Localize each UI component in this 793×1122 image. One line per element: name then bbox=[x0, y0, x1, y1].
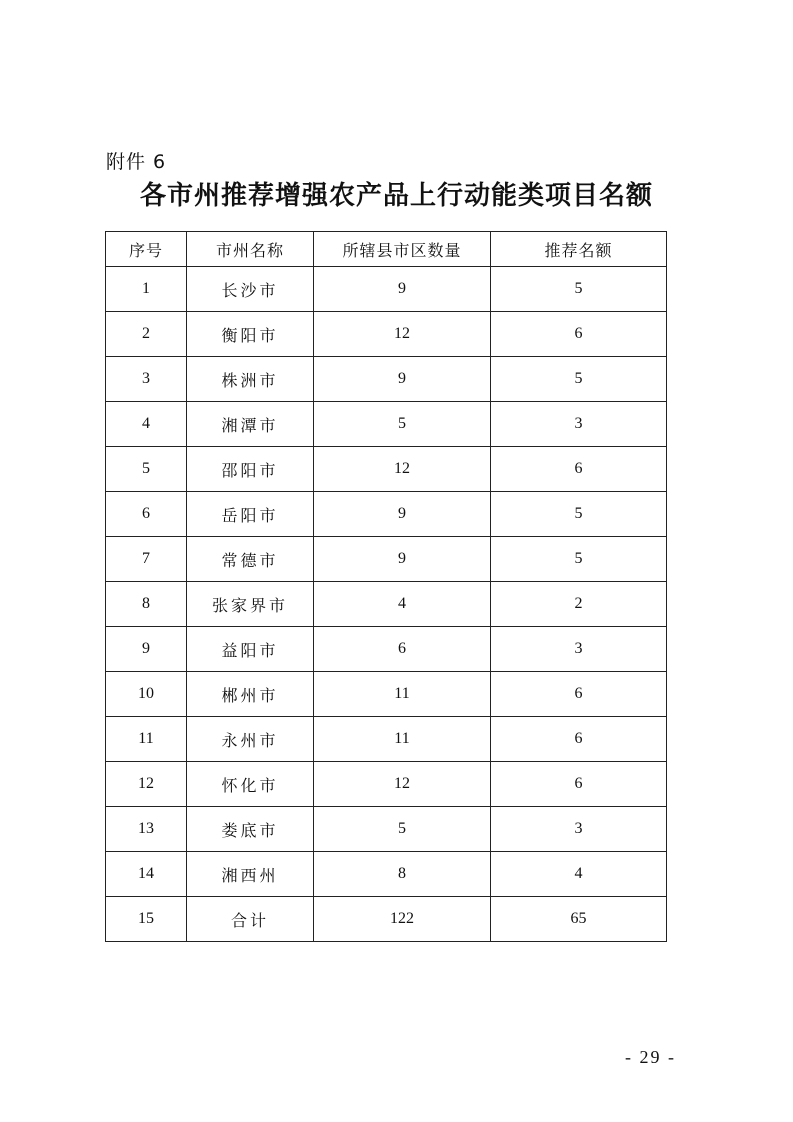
cell-county-count: 9 bbox=[314, 537, 491, 582]
table-row bbox=[106, 807, 667, 852]
table-row bbox=[106, 582, 667, 627]
cell-city: 株洲市 bbox=[187, 357, 314, 402]
cell-recommended-quota: 6 bbox=[491, 447, 667, 492]
header-recommended-quota: 推荐名额 bbox=[491, 232, 667, 267]
cell-city: 张家界市 bbox=[187, 582, 314, 627]
cell-serial: 15 bbox=[106, 897, 187, 942]
cell-city: 长沙市 bbox=[187, 267, 314, 312]
cell-city: 衡阳市 bbox=[187, 312, 314, 357]
cell-city: 常德市 bbox=[187, 537, 314, 582]
table-row bbox=[106, 852, 667, 897]
cell-serial: 8 bbox=[106, 582, 187, 627]
cell-recommended-quota: 6 bbox=[491, 312, 667, 357]
table-body bbox=[106, 267, 667, 942]
cell-county-count: 9 bbox=[314, 267, 491, 312]
cell-serial: 3 bbox=[106, 357, 187, 402]
cell-serial: 4 bbox=[106, 402, 187, 447]
table-row bbox=[106, 447, 667, 492]
cell-recommended-quota: 5 bbox=[491, 267, 667, 312]
quota-table bbox=[105, 231, 667, 942]
table-row bbox=[106, 627, 667, 672]
cell-county-count: 12 bbox=[314, 447, 491, 492]
cell-recommended-quota: 3 bbox=[491, 807, 667, 852]
table-row bbox=[106, 492, 667, 537]
table-row bbox=[106, 537, 667, 582]
header-city: 市州名称 bbox=[187, 232, 314, 267]
cell-county-count: 9 bbox=[314, 492, 491, 537]
cell-city: 岳阳市 bbox=[187, 492, 314, 537]
cell-serial: 6 bbox=[106, 492, 187, 537]
table-row bbox=[106, 762, 667, 807]
table-header-row bbox=[106, 232, 667, 267]
cell-county-count: 12 bbox=[314, 762, 491, 807]
cell-county-count: 6 bbox=[314, 627, 491, 672]
cell-city: 湘潭市 bbox=[187, 402, 314, 447]
cell-city: 永州市 bbox=[187, 717, 314, 762]
cell-serial: 9 bbox=[106, 627, 187, 672]
cell-city: 郴州市 bbox=[187, 672, 314, 717]
table-row bbox=[106, 672, 667, 717]
cell-recommended-quota: 65 bbox=[491, 897, 667, 942]
cell-county-count: 122 bbox=[314, 897, 491, 942]
cell-city: 合计 bbox=[187, 897, 314, 942]
header-county-count: 所辖县市区数量 bbox=[314, 232, 491, 267]
cell-serial: 1 bbox=[106, 267, 187, 312]
cell-serial: 5 bbox=[106, 447, 187, 492]
cell-county-count: 11 bbox=[314, 717, 491, 762]
table-row bbox=[106, 312, 667, 357]
page-number: - 29 - bbox=[625, 1047, 676, 1067]
cell-recommended-quota: 6 bbox=[491, 762, 667, 807]
cell-county-count: 4 bbox=[314, 582, 491, 627]
cell-recommended-quota: 5 bbox=[491, 357, 667, 402]
cell-recommended-quota: 2 bbox=[491, 582, 667, 627]
cell-city: 湘西州 bbox=[187, 852, 314, 897]
attachment-label: 附件 6 bbox=[106, 151, 167, 173]
cell-recommended-quota: 6 bbox=[491, 717, 667, 762]
cell-recommended-quota: 5 bbox=[491, 537, 667, 582]
cell-serial: 10 bbox=[106, 672, 187, 717]
cell-county-count: 11 bbox=[314, 672, 491, 717]
cell-recommended-quota: 3 bbox=[491, 627, 667, 672]
cell-county-count: 9 bbox=[314, 357, 491, 402]
header-serial: 序号 bbox=[106, 232, 187, 267]
cell-serial: 11 bbox=[106, 717, 187, 762]
cell-serial: 2 bbox=[106, 312, 187, 357]
cell-county-count: 5 bbox=[314, 807, 491, 852]
cell-city: 邵阳市 bbox=[187, 447, 314, 492]
document-title: 各市州推荐增强农产品上行动能类项目名额 bbox=[139, 181, 653, 211]
cell-county-count: 12 bbox=[314, 312, 491, 357]
cell-serial: 14 bbox=[106, 852, 187, 897]
table-row bbox=[106, 267, 667, 312]
table-row bbox=[106, 897, 667, 942]
cell-recommended-quota: 5 bbox=[491, 492, 667, 537]
cell-serial: 7 bbox=[106, 537, 187, 582]
table-row bbox=[106, 402, 667, 447]
cell-recommended-quota: 3 bbox=[491, 402, 667, 447]
cell-county-count: 8 bbox=[314, 852, 491, 897]
cell-recommended-quota: 4 bbox=[491, 852, 667, 897]
cell-city: 娄底市 bbox=[187, 807, 314, 852]
table-row bbox=[106, 717, 667, 762]
cell-serial: 12 bbox=[106, 762, 187, 807]
cell-county-count: 5 bbox=[314, 402, 491, 447]
cell-serial: 13 bbox=[106, 807, 187, 852]
cell-recommended-quota: 6 bbox=[491, 672, 667, 717]
table-row bbox=[106, 357, 667, 402]
cell-city: 益阳市 bbox=[187, 627, 314, 672]
cell-city: 怀化市 bbox=[187, 762, 314, 807]
